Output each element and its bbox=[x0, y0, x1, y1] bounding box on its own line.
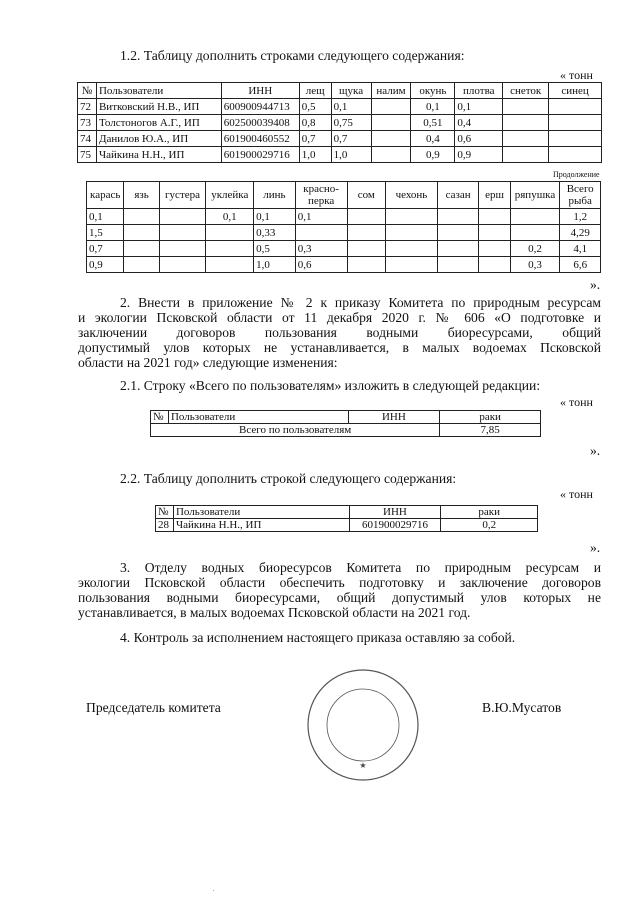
table-cell: 0,1 bbox=[331, 99, 371, 115]
table-row bbox=[156, 519, 538, 532]
table-cell: 1,5 bbox=[87, 225, 124, 241]
table-cell bbox=[371, 131, 411, 147]
table-row bbox=[78, 99, 602, 115]
col-header: ряпушка bbox=[510, 182, 560, 209]
table-cell: 72 bbox=[78, 99, 97, 115]
col-header: густера bbox=[159, 182, 206, 209]
table-cell: 601900029716 bbox=[349, 519, 441, 532]
signature-name: В.Ю.Мусатов bbox=[482, 700, 562, 715]
table-cell: 0,6 bbox=[455, 131, 503, 147]
table-cell: 0,6 bbox=[295, 257, 347, 273]
table-cell: 0,5 bbox=[299, 99, 331, 115]
col-header: Пользователи bbox=[173, 506, 349, 519]
col-header: чехонь bbox=[386, 182, 438, 209]
svg-text:★: ★ bbox=[359, 761, 367, 770]
table-header-row bbox=[156, 506, 538, 519]
col-header: № bbox=[156, 506, 174, 519]
table-cell: 75 bbox=[78, 147, 97, 163]
unit-label-1: « тонн bbox=[560, 68, 593, 82]
table-cell bbox=[503, 115, 549, 131]
table-cell bbox=[437, 257, 479, 273]
table-header-row bbox=[151, 411, 541, 424]
table-header-row bbox=[87, 182, 601, 209]
table-cell bbox=[386, 257, 438, 273]
section-1-2-heading: 1.2. Таблицу дополнить строками следующего содержания: bbox=[120, 48, 465, 63]
table-cell bbox=[503, 147, 549, 163]
page-dot: . bbox=[213, 887, 215, 893]
col-header: № bbox=[151, 411, 169, 424]
table-cell bbox=[479, 257, 510, 273]
signature-position: Председатель комитета bbox=[86, 700, 221, 715]
table-cell: 0,9 bbox=[87, 257, 124, 273]
col-header: раки bbox=[441, 506, 538, 519]
table-cell: 1,0 bbox=[331, 147, 371, 163]
table-cell: 0,1 bbox=[411, 99, 455, 115]
table-cell: 4,1 bbox=[560, 241, 601, 257]
total-value: 7,85 bbox=[440, 424, 541, 437]
table-cell: 600900944713 bbox=[221, 99, 299, 115]
table-cell: Данилов Ю.А., ИП bbox=[96, 131, 221, 147]
table-cell: 28 bbox=[156, 519, 174, 532]
table-cell bbox=[124, 225, 159, 241]
table-cell: Толстоногов А.Г., ИП bbox=[96, 115, 221, 131]
table-cell: 0,5 bbox=[254, 241, 296, 257]
col-header: сом bbox=[347, 182, 385, 209]
col-header: линь bbox=[254, 182, 296, 209]
table-cell: 0,1 bbox=[254, 209, 296, 225]
table-cell: 1,0 bbox=[254, 257, 296, 273]
col-header: плотва bbox=[455, 83, 503, 99]
table-cell: 0,2 bbox=[510, 241, 560, 257]
table-cell bbox=[386, 209, 438, 225]
table-cell: 0,4 bbox=[411, 131, 455, 147]
table-cell: 602500039408 bbox=[221, 115, 299, 131]
table-cell bbox=[437, 209, 479, 225]
text-line: допустимый улов которых не устанавливается, в малых водоемах Псковской bbox=[78, 340, 601, 355]
col-header: лещ bbox=[299, 83, 331, 99]
table-cell: Витковский Н.В., ИП bbox=[96, 99, 221, 115]
table-cell: 601900029716 bbox=[221, 147, 299, 163]
table-cell: 0,33 bbox=[254, 225, 296, 241]
users-fish-table bbox=[77, 82, 602, 163]
text-line: и экологии Псковской области от 11 декабря 2020 г. № 606 «О подготовке и bbox=[78, 310, 601, 325]
unit-label-2: « тонн bbox=[560, 395, 593, 409]
sub-2-1-heading: 2.1. Строку «Всего по пользователям» изложить в следующей редакции: bbox=[120, 378, 541, 393]
col-header: ИНН bbox=[221, 83, 299, 99]
col-header: № bbox=[78, 83, 97, 99]
item-3-paragraph bbox=[78, 560, 601, 620]
col-header: Пользователи bbox=[96, 83, 221, 99]
table-cell bbox=[510, 225, 560, 241]
fish-continuation-table bbox=[86, 181, 601, 273]
table-cell: 0,3 bbox=[510, 257, 560, 273]
text-line: пользования водными биоресурсами, общий допустимый улов которых не bbox=[78, 590, 601, 605]
table-cell bbox=[159, 225, 206, 241]
text-line: экологии Псковской области обеспечить подготовку и заключение договоров bbox=[78, 575, 601, 590]
official-stamp bbox=[306, 668, 420, 782]
table-cell bbox=[386, 225, 438, 241]
text-line: устанавливается, в малых водоемах Псковской области на 2021 год. bbox=[78, 605, 471, 620]
table-row bbox=[87, 209, 601, 225]
table-cell: Чайкина Н.Н., ИП bbox=[96, 147, 221, 163]
table-cell: 0,1 bbox=[206, 209, 254, 225]
table-cell: 0,51 bbox=[411, 115, 455, 131]
table-cell bbox=[503, 131, 549, 147]
table-cell bbox=[549, 131, 602, 147]
closing-quote-1: ». bbox=[590, 277, 601, 292]
table-cell: 73 bbox=[78, 115, 97, 131]
table-row bbox=[87, 241, 601, 257]
closing-quote-3: ». bbox=[590, 540, 601, 555]
table-header-row bbox=[78, 83, 602, 99]
table-cell bbox=[159, 257, 206, 273]
table-row bbox=[151, 424, 541, 437]
table-cell bbox=[347, 257, 385, 273]
table-cell: 0,7 bbox=[299, 131, 331, 147]
table-cell: 6,6 bbox=[560, 257, 601, 273]
table-cell: 0,9 bbox=[455, 147, 503, 163]
total-label: Всего по пользователям bbox=[151, 424, 440, 437]
table-cell: 0,2 bbox=[441, 519, 538, 532]
table-cell bbox=[347, 241, 385, 257]
text-line: области на 2021 год» следующие изменения: bbox=[78, 355, 338, 370]
table-cell bbox=[124, 209, 159, 225]
table-cell bbox=[159, 241, 206, 257]
table-cell: 0,9 bbox=[411, 147, 455, 163]
text-line: 3. Отделу водных биоресурсов Комитета по природным ресурсам и bbox=[120, 560, 601, 575]
table-cell bbox=[206, 241, 254, 257]
col-header: налим bbox=[371, 83, 411, 99]
table-cell: 1,0 bbox=[299, 147, 331, 163]
col-header: карась bbox=[87, 182, 124, 209]
table-cell bbox=[124, 257, 159, 273]
table-cell bbox=[437, 225, 479, 241]
text-line: заключении договоров пользования водными биоресурсами, общий bbox=[78, 325, 601, 340]
table-cell bbox=[479, 225, 510, 241]
table-cell bbox=[510, 209, 560, 225]
col-header: Пользователи bbox=[168, 411, 348, 424]
table-row bbox=[78, 131, 602, 147]
closing-quote-2: ». bbox=[590, 443, 601, 458]
table-cell: 1,2 bbox=[560, 209, 601, 225]
table-cell: 0,75 bbox=[331, 115, 371, 131]
table-cell bbox=[371, 115, 411, 131]
table-cell: 4,29 bbox=[560, 225, 601, 241]
table-row bbox=[78, 147, 602, 163]
col-header: уклейка bbox=[206, 182, 254, 209]
col-header: щука bbox=[331, 83, 371, 99]
table-cell bbox=[159, 209, 206, 225]
table-cell: 0,7 bbox=[331, 131, 371, 147]
table-row bbox=[87, 225, 601, 241]
table-cell bbox=[437, 241, 479, 257]
table-cell: 0,3 bbox=[295, 241, 347, 257]
table-cell: 0,1 bbox=[295, 209, 347, 225]
table-cell: 74 bbox=[78, 131, 97, 147]
table-cell: 0,7 bbox=[87, 241, 124, 257]
item-4-paragraph: 4. Контроль за исполнением настоящего приказа оставляю за собой. bbox=[120, 630, 516, 645]
table-cell bbox=[371, 99, 411, 115]
col-header: Всего рыба bbox=[560, 182, 601, 209]
total-table bbox=[150, 410, 541, 437]
col-header: синец bbox=[549, 83, 602, 99]
col-header: сазан bbox=[437, 182, 479, 209]
table-cell: 0,1 bbox=[87, 209, 124, 225]
item-2-paragraph bbox=[78, 295, 601, 370]
add-row-table bbox=[155, 505, 538, 532]
table-cell bbox=[549, 147, 602, 163]
table-cell bbox=[549, 115, 602, 131]
table-cell bbox=[206, 225, 254, 241]
table-cell bbox=[549, 99, 602, 115]
table-cell bbox=[503, 99, 549, 115]
sub-2-2-heading: 2.2. Таблицу дополнить строкой следующего содержания: bbox=[120, 471, 457, 486]
col-header: раки bbox=[440, 411, 541, 424]
table-cell bbox=[295, 225, 347, 241]
table-cell bbox=[206, 257, 254, 273]
table-cell bbox=[479, 209, 510, 225]
table-cell: 601900460552 bbox=[221, 131, 299, 147]
continued-label: Продолжение bbox=[553, 170, 600, 179]
table-cell bbox=[347, 209, 385, 225]
table-cell: 0,4 bbox=[455, 115, 503, 131]
table-cell bbox=[347, 225, 385, 241]
col-header: снеток bbox=[503, 83, 549, 99]
col-header: язь bbox=[124, 182, 159, 209]
col-header: ИНН bbox=[348, 411, 440, 424]
col-header: ерш bbox=[479, 182, 510, 209]
table-cell bbox=[386, 241, 438, 257]
table-row bbox=[87, 257, 601, 273]
col-header: окунь bbox=[411, 83, 455, 99]
table-cell bbox=[371, 147, 411, 163]
text-line: 2. Внести в приложение № 2 к приказу Комитета по природным ресурсам bbox=[120, 295, 601, 310]
table-cell bbox=[124, 241, 159, 257]
table-cell: 0,8 bbox=[299, 115, 331, 131]
col-header: красно-перка bbox=[295, 182, 347, 209]
table-row bbox=[78, 115, 602, 131]
table-cell: 0,1 bbox=[455, 99, 503, 115]
table-cell: Чайкина Н.Н., ИП bbox=[173, 519, 349, 532]
col-header: ИНН bbox=[349, 506, 441, 519]
unit-label-3: « тонн bbox=[560, 487, 593, 501]
table-cell bbox=[479, 241, 510, 257]
